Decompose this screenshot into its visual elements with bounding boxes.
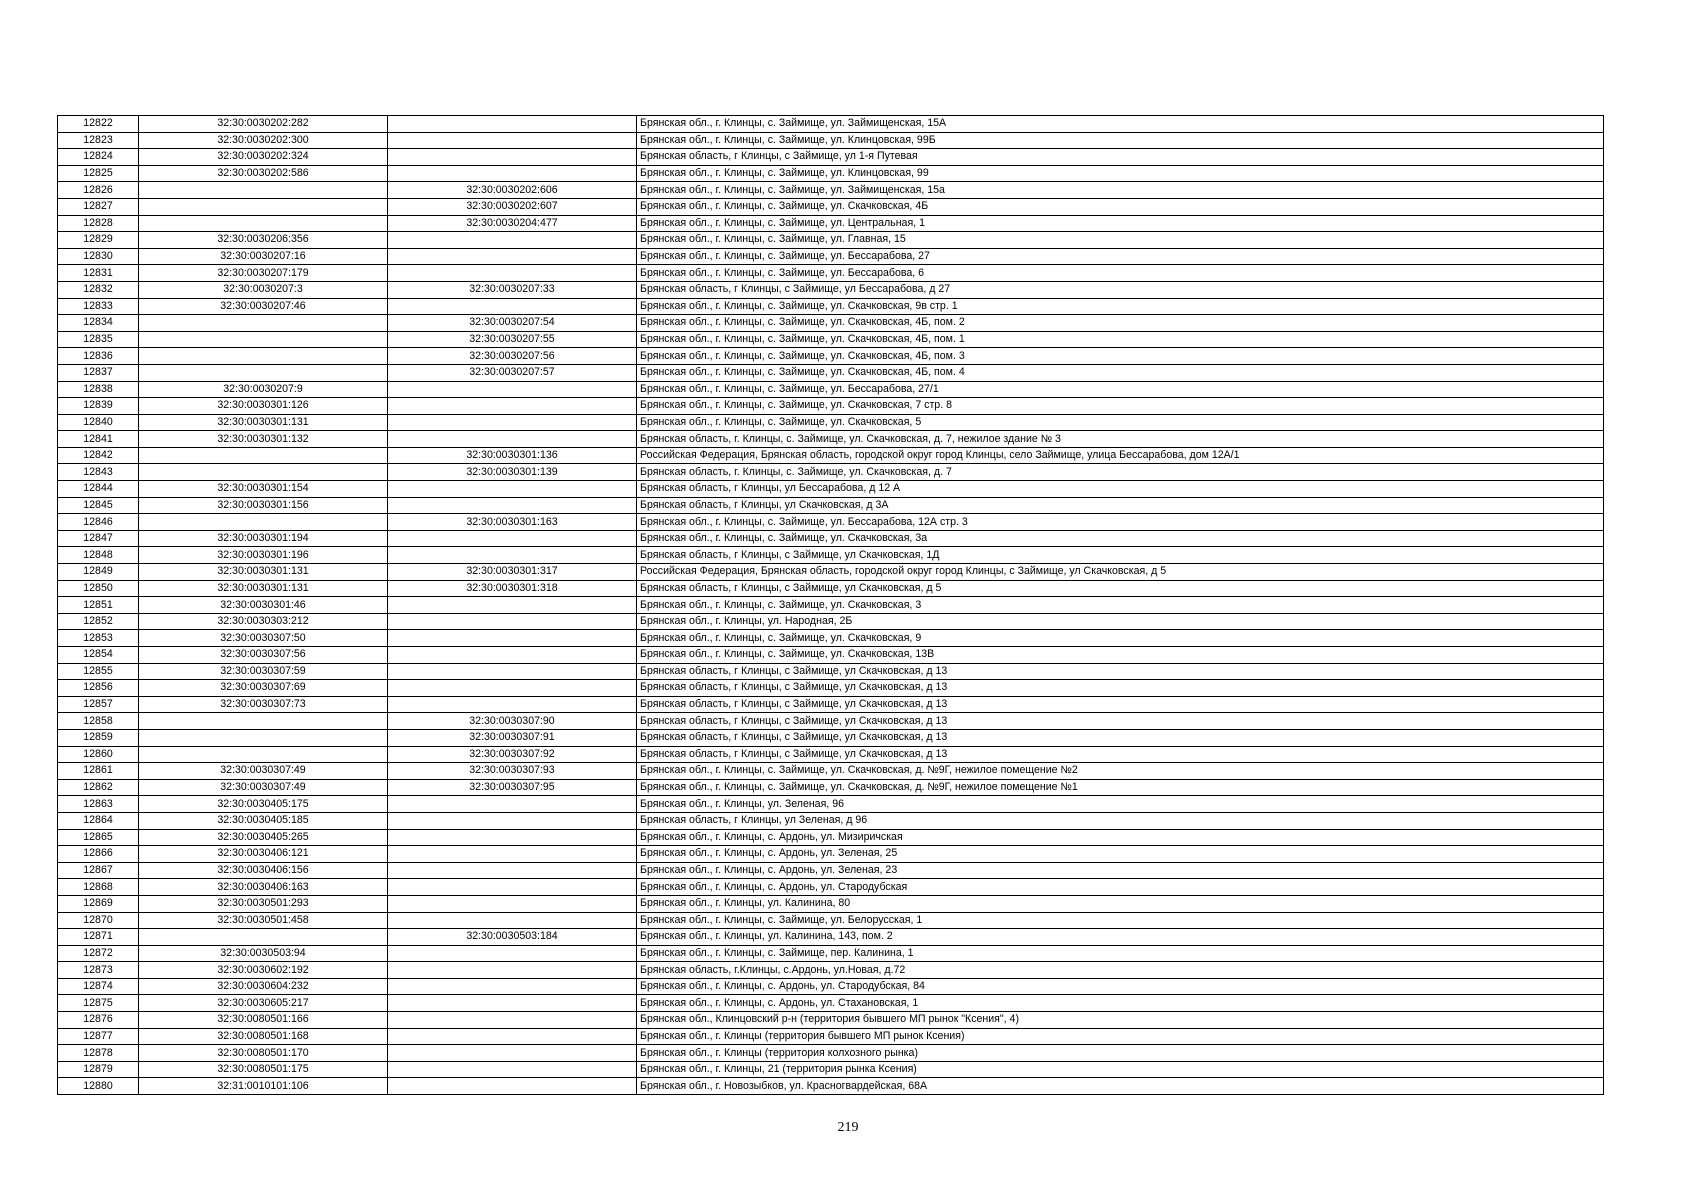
object-cadastral-number-cell [388, 912, 637, 929]
object-cadastral-number-cell [388, 497, 637, 514]
cadastral-number-cell [139, 514, 388, 531]
table-row [58, 281, 1604, 298]
row-number-cell: 12840 [58, 414, 139, 431]
cadastral-number-cell: 32:30:0030503:94 [139, 945, 388, 962]
cadastral-number-cell: 32:30:0080501:168 [139, 1028, 388, 1045]
cadastral-number-cell [139, 182, 388, 199]
table-row [58, 331, 1604, 348]
row-number-cell: 12824 [58, 149, 139, 166]
cadastral-number-cell: 32:30:0080501:166 [139, 1012, 388, 1029]
row-number-cell: 12857 [58, 696, 139, 713]
cadastral-number-cell [139, 464, 388, 481]
row-number-cell: 12830 [58, 248, 139, 265]
row-number-cell: 12869 [58, 895, 139, 912]
object-cadastral-number-cell [388, 547, 637, 564]
table-row [58, 962, 1604, 979]
table-row [58, 198, 1604, 215]
cadastral-number-cell [139, 348, 388, 365]
address-cell: Брянская обл., г. Клинцы, с. Займище, ул. Займищенская, 15А [637, 116, 1604, 133]
object-cadastral-number-cell: 32:30:0030301:139 [388, 464, 637, 481]
cadastral-number-cell: 32:30:0030406:156 [139, 862, 388, 879]
address-cell: Брянская обл., г. Клинцы, с. Ардонь, ул. Стахановская, 1 [637, 995, 1604, 1012]
table-row [58, 447, 1604, 464]
cadastral-number-cell [139, 447, 388, 464]
row-number-cell: 12841 [58, 431, 139, 448]
cadastral-number-cell: 32:30:0030207:9 [139, 381, 388, 398]
table-row [58, 514, 1604, 531]
table-row [58, 1028, 1604, 1045]
cadastral-number-cell: 32:31:0010101:106 [139, 1078, 388, 1095]
cadastral-number-cell: 32:30:0030301:154 [139, 481, 388, 498]
table-row [58, 929, 1604, 946]
row-number-cell: 12875 [58, 995, 139, 1012]
row-number-cell: 12878 [58, 1045, 139, 1062]
row-number-cell: 12839 [58, 398, 139, 415]
address-cell: Брянская область, г Клинцы, с Займище, ул Скачковская, д 13 [637, 680, 1604, 697]
object-cadastral-number-cell: 32:30:0030207:57 [388, 364, 637, 381]
address-cell: Брянская обл., г. Клинцы, с. Ардонь, ул. Зеленая, 25 [637, 846, 1604, 863]
table-row [58, 165, 1604, 182]
address-cell: Брянская обл., г. Клинцы, с. Займище, ул. Клинцовская, 99 [637, 165, 1604, 182]
table-row [58, 1012, 1604, 1029]
row-number-cell: 12864 [58, 812, 139, 829]
object-cadastral-number-cell [388, 1028, 637, 1045]
address-cell: Брянская обл., г. Клинцы, с. Займище, ул. Скачковская, 4Б, пом. 1 [637, 331, 1604, 348]
row-number-cell: 12877 [58, 1028, 139, 1045]
table-row [58, 862, 1604, 879]
table-row [58, 315, 1604, 332]
row-number-cell: 12845 [58, 497, 139, 514]
table-row [58, 132, 1604, 149]
row-number-cell: 12865 [58, 829, 139, 846]
object-cadastral-number-cell [388, 132, 637, 149]
table-row [58, 364, 1604, 381]
object-cadastral-number-cell [388, 962, 637, 979]
cadastral-number-cell: 32:30:0030206:356 [139, 232, 388, 249]
row-number-cell: 12868 [58, 879, 139, 896]
row-number-cell: 12876 [58, 1012, 139, 1029]
object-cadastral-number-cell: 32:30:0030307:95 [388, 779, 637, 796]
table-row [58, 912, 1604, 929]
address-cell: Брянская область, г. Клинцы, с. Займище, ул. Скачковская, д. 7, нежилое здание № 3 [637, 431, 1604, 448]
table-row [58, 232, 1604, 249]
cadastral-number-cell: 32:30:0080501:170 [139, 1045, 388, 1062]
address-cell: Брянская обл., г. Клинцы, ул. Калинина, 143, пом. 2 [637, 929, 1604, 946]
row-number-cell: 12860 [58, 746, 139, 763]
row-number-cell: 12828 [58, 215, 139, 232]
table-row [58, 381, 1604, 398]
table-row [58, 182, 1604, 199]
address-cell: Брянская обл., г. Клинцы, с. Займище, ул. Скачковская, 4Б, пом. 2 [637, 315, 1604, 332]
row-number-cell: 12838 [58, 381, 139, 398]
address-cell: Брянская обл., г. Клинцы, с. Займище, ул. Скачковская, 5 [637, 414, 1604, 431]
address-cell: Брянская область, г Клинцы, с Займище, ул Скачковская, д 13 [637, 663, 1604, 680]
table-row [58, 464, 1604, 481]
object-cadastral-number-cell [388, 862, 637, 879]
table-row [58, 580, 1604, 597]
address-cell: Брянская область, г Клинцы, с Займище, ул Скачковская, д 13 [637, 746, 1604, 763]
address-cell: Брянская обл., г. Клинцы, с. Займище, ул. Скачковская, 4Б, пом. 4 [637, 364, 1604, 381]
address-cell: Брянская обл., г. Клинцы, с. Займище, ул. Скачковская, 4Б, пом. 3 [637, 348, 1604, 365]
row-number-cell: 12823 [58, 132, 139, 149]
table-row [58, 746, 1604, 763]
table-row [58, 1078, 1604, 1095]
address-cell: Брянская обл., г. Клинцы, 21 (территория рынка Ксения) [637, 1061, 1604, 1078]
row-number-cell: 12843 [58, 464, 139, 481]
cadastral-number-cell [139, 215, 388, 232]
object-cadastral-number-cell [388, 846, 637, 863]
object-cadastral-number-cell [388, 613, 637, 630]
object-cadastral-number-cell [388, 149, 637, 166]
object-cadastral-number-cell: 32:30:0030307:90 [388, 713, 637, 730]
cadastral-number-cell: 32:30:0030406:163 [139, 879, 388, 896]
address-cell: Брянская обл., г. Клинцы, ул. Калинина, 80 [637, 895, 1604, 912]
address-cell: Российская Федерация, Брянская область, городской округ город Клинцы, село Займище, улица Бессарабова, дом 12А/1 [637, 447, 1604, 464]
cadastral-number-cell: 32:30:0030207:16 [139, 248, 388, 265]
object-cadastral-number-cell [388, 116, 637, 133]
row-number-cell: 12852 [58, 613, 139, 630]
object-cadastral-number-cell: 32:30:0030301:163 [388, 514, 637, 531]
cadastral-number-cell: 32:30:0030301:194 [139, 530, 388, 547]
table-row [58, 248, 1604, 265]
object-cadastral-number-cell: 32:30:0030307:91 [388, 729, 637, 746]
object-cadastral-number-cell [388, 431, 637, 448]
cadastral-number-cell: 32:30:0030202:324 [139, 149, 388, 166]
object-cadastral-number-cell [388, 414, 637, 431]
table-row [58, 1061, 1604, 1078]
row-number-cell: 12848 [58, 547, 139, 564]
row-number-cell: 12832 [58, 281, 139, 298]
object-cadastral-number-cell: 32:30:0030503:184 [388, 929, 637, 946]
cadastral-number-cell: 32:30:0030301:132 [139, 431, 388, 448]
table-row [58, 829, 1604, 846]
address-cell: Брянская обл., г. Клинцы, с. Займище, ул. Скачковская, 4Б [637, 198, 1604, 215]
row-number-cell: 12842 [58, 447, 139, 464]
cadastral-number-cell: 32:30:0030604:232 [139, 978, 388, 995]
row-number-cell: 12846 [58, 514, 139, 531]
table-row [58, 149, 1604, 166]
object-cadastral-number-cell [388, 1061, 637, 1078]
table-row [58, 564, 1604, 581]
table-row [58, 713, 1604, 730]
row-number-cell: 12827 [58, 198, 139, 215]
object-cadastral-number-cell: 32:30:0030307:93 [388, 763, 637, 780]
object-cadastral-number-cell [388, 879, 637, 896]
table-row [58, 995, 1604, 1012]
cadastral-table [57, 115, 1604, 1095]
cadastral-number-cell [139, 198, 388, 215]
cadastral-number-cell: 32:30:0030301:156 [139, 497, 388, 514]
object-cadastral-number-cell: 32:30:0030301:317 [388, 564, 637, 581]
object-cadastral-number-cell: 32:30:0030202:607 [388, 198, 637, 215]
row-number-cell: 12853 [58, 630, 139, 647]
object-cadastral-number-cell: 32:30:0030301:136 [388, 447, 637, 464]
table-row [58, 680, 1604, 697]
address-cell: Брянская обл., г. Клинцы, с. Займище, ул. Клинцовская, 99Б [637, 132, 1604, 149]
address-cell: Брянская обл., г. Клинцы, с. Займище, ул. Займищенская, 15а [637, 182, 1604, 199]
row-number-cell: 12836 [58, 348, 139, 365]
row-number-cell: 12837 [58, 364, 139, 381]
cadastral-number-cell: 32:30:0030307:59 [139, 663, 388, 680]
row-number-cell: 12844 [58, 481, 139, 498]
object-cadastral-number-cell [388, 481, 637, 498]
object-cadastral-number-cell: 32:30:0030207:33 [388, 281, 637, 298]
cadastral-number-cell: 32:30:0030303:212 [139, 613, 388, 630]
cadastral-number-cell [139, 315, 388, 332]
row-number-cell: 12870 [58, 912, 139, 929]
page-number: 219 [837, 1120, 859, 1135]
cadastral-number-cell: 32:30:0030406:121 [139, 846, 388, 863]
cadastral-number-cell [139, 713, 388, 730]
object-cadastral-number-cell [388, 630, 637, 647]
table-row [58, 215, 1604, 232]
object-cadastral-number-cell: 32:30:0030307:92 [388, 746, 637, 763]
address-cell: Брянская обл., г. Клинцы, с. Займище, ул. Скачковская, 3 [637, 597, 1604, 614]
row-number-cell: 12849 [58, 564, 139, 581]
cadastral-number-cell: 32:30:0030602:192 [139, 962, 388, 979]
address-cell: Брянская обл., г. Клинцы, с. Займище, ул. Главная, 15 [637, 232, 1604, 249]
address-cell: Брянская обл., г. Клинцы, с. Займище, ул. Скачковская, д. №9Г, нежилое помещение №1 [637, 779, 1604, 796]
address-cell: Брянская обл., г. Клинцы, с. Ардонь, ул. Зеленая, 23 [637, 862, 1604, 879]
address-cell: Брянская обл., г. Клинцы, с. Займище, ул. Скачковская, 3а [637, 530, 1604, 547]
cadastral-number-cell: 32:30:0030301:196 [139, 547, 388, 564]
row-number-cell: 12866 [58, 846, 139, 863]
address-cell: Брянская обл., г. Клинцы, с. Займище, ул. Скачковская, 7 стр. 8 [637, 398, 1604, 415]
table-row [58, 945, 1604, 962]
row-number-cell: 12851 [58, 597, 139, 614]
object-cadastral-number-cell: 32:30:0030207:55 [388, 331, 637, 348]
cadastral-number-cell: 32:30:0030501:293 [139, 895, 388, 912]
row-number-cell: 12859 [58, 729, 139, 746]
address-cell: Брянская обл., г. Клинцы, с. Займище, ул. Бессарабова, 27/1 [637, 381, 1604, 398]
address-cell: Брянская область, г Клинцы, с Займище, ул Бессарабова, д 27 [637, 281, 1604, 298]
table-row [58, 414, 1604, 431]
cadastral-number-cell: 32:30:0030301:46 [139, 597, 388, 614]
table-row [58, 348, 1604, 365]
address-cell: Брянская обл., г. Клинцы, ул. Народная, 2Б [637, 613, 1604, 630]
cadastral-number-cell: 32:30:0030207:179 [139, 265, 388, 282]
table-row [58, 431, 1604, 448]
table-row [58, 481, 1604, 498]
address-cell: Брянская область, г Клинцы, с Займище, ул 1-я Путевая [637, 149, 1604, 166]
object-cadastral-number-cell [388, 796, 637, 813]
address-cell: Российская Федерация, Брянская область, городской округ город Клинцы, с Займище, ул Скачковская, д 5 [637, 564, 1604, 581]
address-cell: Брянская обл., г. Клинцы (территория бывшего МП рынок Ксения) [637, 1028, 1604, 1045]
object-cadastral-number-cell: 32:30:0030202:606 [388, 182, 637, 199]
cadastral-number-cell: 32:30:0080501:175 [139, 1061, 388, 1078]
object-cadastral-number-cell [388, 248, 637, 265]
object-cadastral-number-cell [388, 647, 637, 664]
cadastral-number-cell: 32:30:0030301:131 [139, 414, 388, 431]
object-cadastral-number-cell: 32:30:0030301:318 [388, 580, 637, 597]
object-cadastral-number-cell [388, 663, 637, 680]
table-row [58, 846, 1604, 863]
object-cadastral-number-cell [388, 298, 637, 315]
address-cell: Брянская область, г Клинцы, ул Скачковская, д 3А [637, 497, 1604, 514]
row-number-cell: 12862 [58, 779, 139, 796]
address-cell: Брянская область, г Клинцы, с Займище, ул Скачковская, д 13 [637, 729, 1604, 746]
cadastral-number-cell: 32:30:0030207:3 [139, 281, 388, 298]
row-number-cell: 12867 [58, 862, 139, 879]
row-number-cell: 12855 [58, 663, 139, 680]
table-row [58, 729, 1604, 746]
object-cadastral-number-cell [388, 597, 637, 614]
address-cell: Брянская обл., г. Клинцы, с. Займище, ул. Бессарабова, 12А стр. 3 [637, 514, 1604, 531]
table-row [58, 265, 1604, 282]
row-number-cell: 12826 [58, 182, 139, 199]
object-cadastral-number-cell: 32:30:0030207:54 [388, 315, 637, 332]
row-number-cell: 12847 [58, 530, 139, 547]
cadastral-number-cell: 32:30:0030405:185 [139, 812, 388, 829]
table-body [58, 116, 1604, 1095]
object-cadastral-number-cell [388, 1012, 637, 1029]
cadastral-number-cell: 32:30:0030501:458 [139, 912, 388, 929]
table-row [58, 398, 1604, 415]
address-cell: Брянская область, г Клинцы, ул Бессарабова, д 12 А [637, 481, 1604, 498]
address-cell: Брянская область, г Клинцы, с Займище, ул Скачковская, 1Д [637, 547, 1604, 564]
object-cadastral-number-cell [388, 381, 637, 398]
row-number-cell: 12856 [58, 680, 139, 697]
address-cell: Брянская область, г Клинцы, с Займище, ул Скачковская, д 13 [637, 713, 1604, 730]
row-number-cell: 12829 [58, 232, 139, 249]
cadastral-number-cell [139, 364, 388, 381]
table-row [58, 812, 1604, 829]
table-row [58, 763, 1604, 780]
address-cell: Брянская обл., г. Клинцы, с. Займище, ул. Белорусская, 1 [637, 912, 1604, 929]
address-cell: Брянская обл., г. Клинцы, с. Займище, ул. Бессарабова, 6 [637, 265, 1604, 282]
row-number-cell: 12850 [58, 580, 139, 597]
address-cell: Брянская обл., г. Клинцы, с. Займище, ул. Центральная, 1 [637, 215, 1604, 232]
table-row [58, 895, 1604, 912]
object-cadastral-number-cell [388, 812, 637, 829]
row-number-cell: 12871 [58, 929, 139, 946]
row-number-cell: 12834 [58, 315, 139, 332]
cadastral-number-cell [139, 746, 388, 763]
table-row [58, 298, 1604, 315]
cadastral-number-cell: 32:30:0030202:586 [139, 165, 388, 182]
object-cadastral-number-cell [388, 530, 637, 547]
cadastral-number-cell: 32:30:0030307:56 [139, 647, 388, 664]
address-cell: Брянская обл., г. Клинцы, с. Займище, ул. Скачковская, 9в стр. 1 [637, 298, 1604, 315]
address-cell: Брянская область, г Клинцы, ул Зеленая, д 96 [637, 812, 1604, 829]
address-cell: Брянская обл., г. Клинцы, с. Займище, ул. Скачковская, 13В [637, 647, 1604, 664]
cadastral-number-cell: 32:30:0030405:175 [139, 796, 388, 813]
cadastral-number-cell [139, 929, 388, 946]
table-row [58, 1045, 1604, 1062]
table-row [58, 630, 1604, 647]
address-cell: Брянская обл., г. Клинцы, с. Ардонь, ул. Стародубская [637, 879, 1604, 896]
cadastral-number-cell: 32:30:0030307:49 [139, 779, 388, 796]
object-cadastral-number-cell [388, 232, 637, 249]
row-number-cell: 12833 [58, 298, 139, 315]
row-number-cell: 12879 [58, 1061, 139, 1078]
object-cadastral-number-cell [388, 945, 637, 962]
table-row [58, 116, 1604, 133]
table-row [58, 978, 1604, 995]
row-number-cell: 12835 [58, 331, 139, 348]
table-row [58, 597, 1604, 614]
table-row [58, 663, 1604, 680]
table-row [58, 613, 1604, 630]
row-number-cell: 12880 [58, 1078, 139, 1095]
cadastral-number-cell: 32:30:0030307:69 [139, 680, 388, 697]
address-cell: Брянская обл., г. Клинцы, с. Займище, ул. Скачковская, 9 [637, 630, 1604, 647]
row-number-cell: 12863 [58, 796, 139, 813]
cadastral-number-cell: 32:30:0030307:49 [139, 763, 388, 780]
table-row [58, 879, 1604, 896]
row-number-cell: 12825 [58, 165, 139, 182]
address-cell: Брянская обл., г. Клинцы (территория колхозного рынка) [637, 1045, 1604, 1062]
address-cell: Брянская обл., Клинцовский р-н (территория бывшего МП рынок "Ксения", 4) [637, 1012, 1604, 1029]
table-row [58, 547, 1604, 564]
object-cadastral-number-cell: 32:30:0030207:56 [388, 348, 637, 365]
address-cell: Брянская область, г Клинцы, с Займище, ул Скачковская, д 5 [637, 580, 1604, 597]
table-row [58, 796, 1604, 813]
cadastral-number-cell: 32:30:0030307:73 [139, 696, 388, 713]
object-cadastral-number-cell [388, 995, 637, 1012]
address-cell: Брянская область, г.Клинцы, с.Ардонь, ул.Новая, д.72 [637, 962, 1604, 979]
cadastral-number-cell: 32:30:0030307:50 [139, 630, 388, 647]
table-row [58, 497, 1604, 514]
row-number-cell: 12873 [58, 962, 139, 979]
object-cadastral-number-cell: 32:30:0030204:477 [388, 215, 637, 232]
address-cell: Брянская область, г Клинцы, с Займище, ул Скачковская, д 13 [637, 696, 1604, 713]
object-cadastral-number-cell [388, 829, 637, 846]
cadastral-number-cell: 32:30:0030202:282 [139, 116, 388, 133]
cadastral-number-cell: 32:30:0030301:131 [139, 580, 388, 597]
object-cadastral-number-cell [388, 1078, 637, 1095]
object-cadastral-number-cell [388, 680, 637, 697]
table-row [58, 696, 1604, 713]
row-number-cell: 12874 [58, 978, 139, 995]
cadastral-number-cell: 32:30:0030405:265 [139, 829, 388, 846]
row-number-cell: 12858 [58, 713, 139, 730]
object-cadastral-number-cell [388, 165, 637, 182]
table-row [58, 530, 1604, 547]
cadastral-number-cell: 32:30:0030202:300 [139, 132, 388, 149]
row-number-cell: 12861 [58, 763, 139, 780]
address-cell: Брянская обл., г. Клинцы, с. Займище, пер. Калинина, 1 [637, 945, 1604, 962]
object-cadastral-number-cell [388, 978, 637, 995]
object-cadastral-number-cell [388, 895, 637, 912]
address-cell: Брянская обл., г. Новозыбков, ул. Красногвардейская, 68А [637, 1078, 1604, 1095]
object-cadastral-number-cell [388, 1045, 637, 1062]
row-number-cell: 12831 [58, 265, 139, 282]
table-row [58, 647, 1604, 664]
object-cadastral-number-cell [388, 696, 637, 713]
row-number-cell: 12854 [58, 647, 139, 664]
cadastral-number-cell: 32:30:0030301:131 [139, 564, 388, 581]
table-row [58, 779, 1604, 796]
cadastral-number-cell: 32:30:0030605:217 [139, 995, 388, 1012]
address-cell: Брянская обл., г. Клинцы, с. Займище, ул. Бессарабова, 27 [637, 248, 1604, 265]
cadastral-number-cell: 32:30:0030301:126 [139, 398, 388, 415]
address-cell: Брянская обл., г. Клинцы, с. Ардонь, ул. Стародубская, 84 [637, 978, 1604, 995]
cadastral-number-cell [139, 729, 388, 746]
address-cell: Брянская обл., г. Клинцы, с. Займище, ул. Скачковская, д. №9Г, нежилое помещение №2 [637, 763, 1604, 780]
row-number-cell: 12872 [58, 945, 139, 962]
address-cell: Брянская обл., г. Клинцы, с. Ардонь, ул. Мизиричская [637, 829, 1604, 846]
address-cell: Брянская обл., г. Клинцы, ул. Зеленая, 96 [637, 796, 1604, 813]
object-cadastral-number-cell [388, 265, 637, 282]
row-number-cell: 12822 [58, 116, 139, 133]
cadastral-number-cell [139, 331, 388, 348]
address-cell: Брянская область, г. Клинцы, с. Займище, ул. Скачковская, д. 7 [637, 464, 1604, 481]
object-cadastral-number-cell [388, 398, 637, 415]
cadastral-number-cell: 32:30:0030207:46 [139, 298, 388, 315]
